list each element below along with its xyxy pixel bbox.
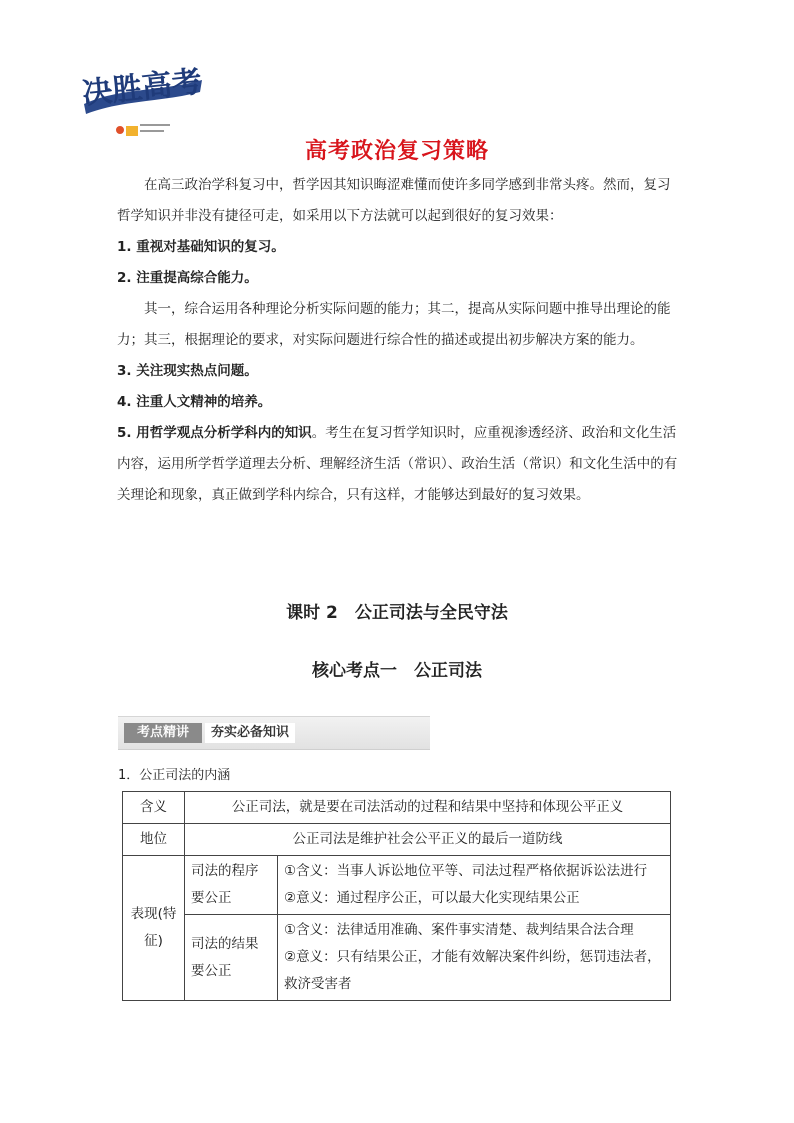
row-value: 公正司法，就是要在司法活动的过程和结果中坚持和体现公平正义 xyxy=(185,792,671,824)
row-sublabel: 司法的结果要公正 xyxy=(185,915,278,1001)
point-2: 2. 注重提高综合能力。 xyxy=(117,270,258,286)
row-sublabel: 司法的程序要公正 xyxy=(185,856,278,915)
table-row xyxy=(123,824,671,856)
point-5 xyxy=(117,418,679,511)
intro-paragraph: 在高三政治学科复习中，哲学因其知识晦涩难懂而使许多同学感到非常头疼。然而，复习哲学知识并非没有捷径可走，如采用以下方法就可以起到很好的复习效果： xyxy=(117,177,671,224)
row-value xyxy=(278,856,671,915)
table-row xyxy=(123,915,671,1001)
row-value xyxy=(278,915,671,1001)
point-3: 3. 关注现实热点问题。 xyxy=(117,363,258,379)
core-point-title: 核心考点一 公正司法 xyxy=(312,661,482,681)
table-row xyxy=(123,856,671,915)
row-value-line: ②意义：通过程序公正，可以最大化实现结果公正 xyxy=(284,890,580,906)
point-2-detail: 其一，综合运用各种理论分析实际问题的能力；其二，提高从实际问题中推导出理论的能力；其三，根据理论的要求，对实际问题进行综合性的描述或提出初步解决方案的能力。 xyxy=(117,301,671,348)
point-1: 1. 重视对基础知识的复习。 xyxy=(117,239,285,255)
row-value-line: ①含义：法律适用准确、案件事实清楚、裁判结果合法合理 xyxy=(284,922,634,938)
lesson-title: 课时 2 公正司法与全民守法 xyxy=(286,603,508,623)
row-label: 含义 xyxy=(123,792,185,824)
content-table xyxy=(122,791,671,1001)
row-value: 公正司法是维护社会公平正义的最后一道防线 xyxy=(185,824,671,856)
page-title: 高考政治复习策略 xyxy=(304,139,489,164)
row-label: 地位 xyxy=(123,824,185,856)
row-value-line: ②意义：只有结果公正，才能有效解决案件纠纷，惩罚违法者，救济受害者 xyxy=(284,949,661,992)
logo-text: 决胜高考 xyxy=(80,64,204,112)
point-5-text: 。考生在复习哲学知识时，应重视渗透经济、政治和文化生活内容，运用所学哲学道理去分析、理解经济生活（常识）、政治生活（常识）和文化生活中的有关理论和现象，真正做到学科内综合，只有这样，才能够达到最好的复习效果。 xyxy=(117,425,678,503)
banner-tag: 考点精讲 xyxy=(124,723,202,743)
article-body xyxy=(117,170,679,511)
row-value-line: ①含义：当事人诉讼地位平等、司法过程严格依据诉讼法进行 xyxy=(284,863,648,879)
point-4: 4. 注重人文精神的培养。 xyxy=(117,394,272,410)
section-banner xyxy=(118,716,430,750)
banner-subtitle: 夯实必备知识 xyxy=(205,723,295,743)
point-5-heading: 5. 用哲学观点分析学科内的知识 xyxy=(117,425,312,441)
table-row xyxy=(123,792,671,824)
section-heading: 1．公正司法的内涵 xyxy=(118,768,231,783)
row-label: 表现(特征) xyxy=(123,856,185,1001)
